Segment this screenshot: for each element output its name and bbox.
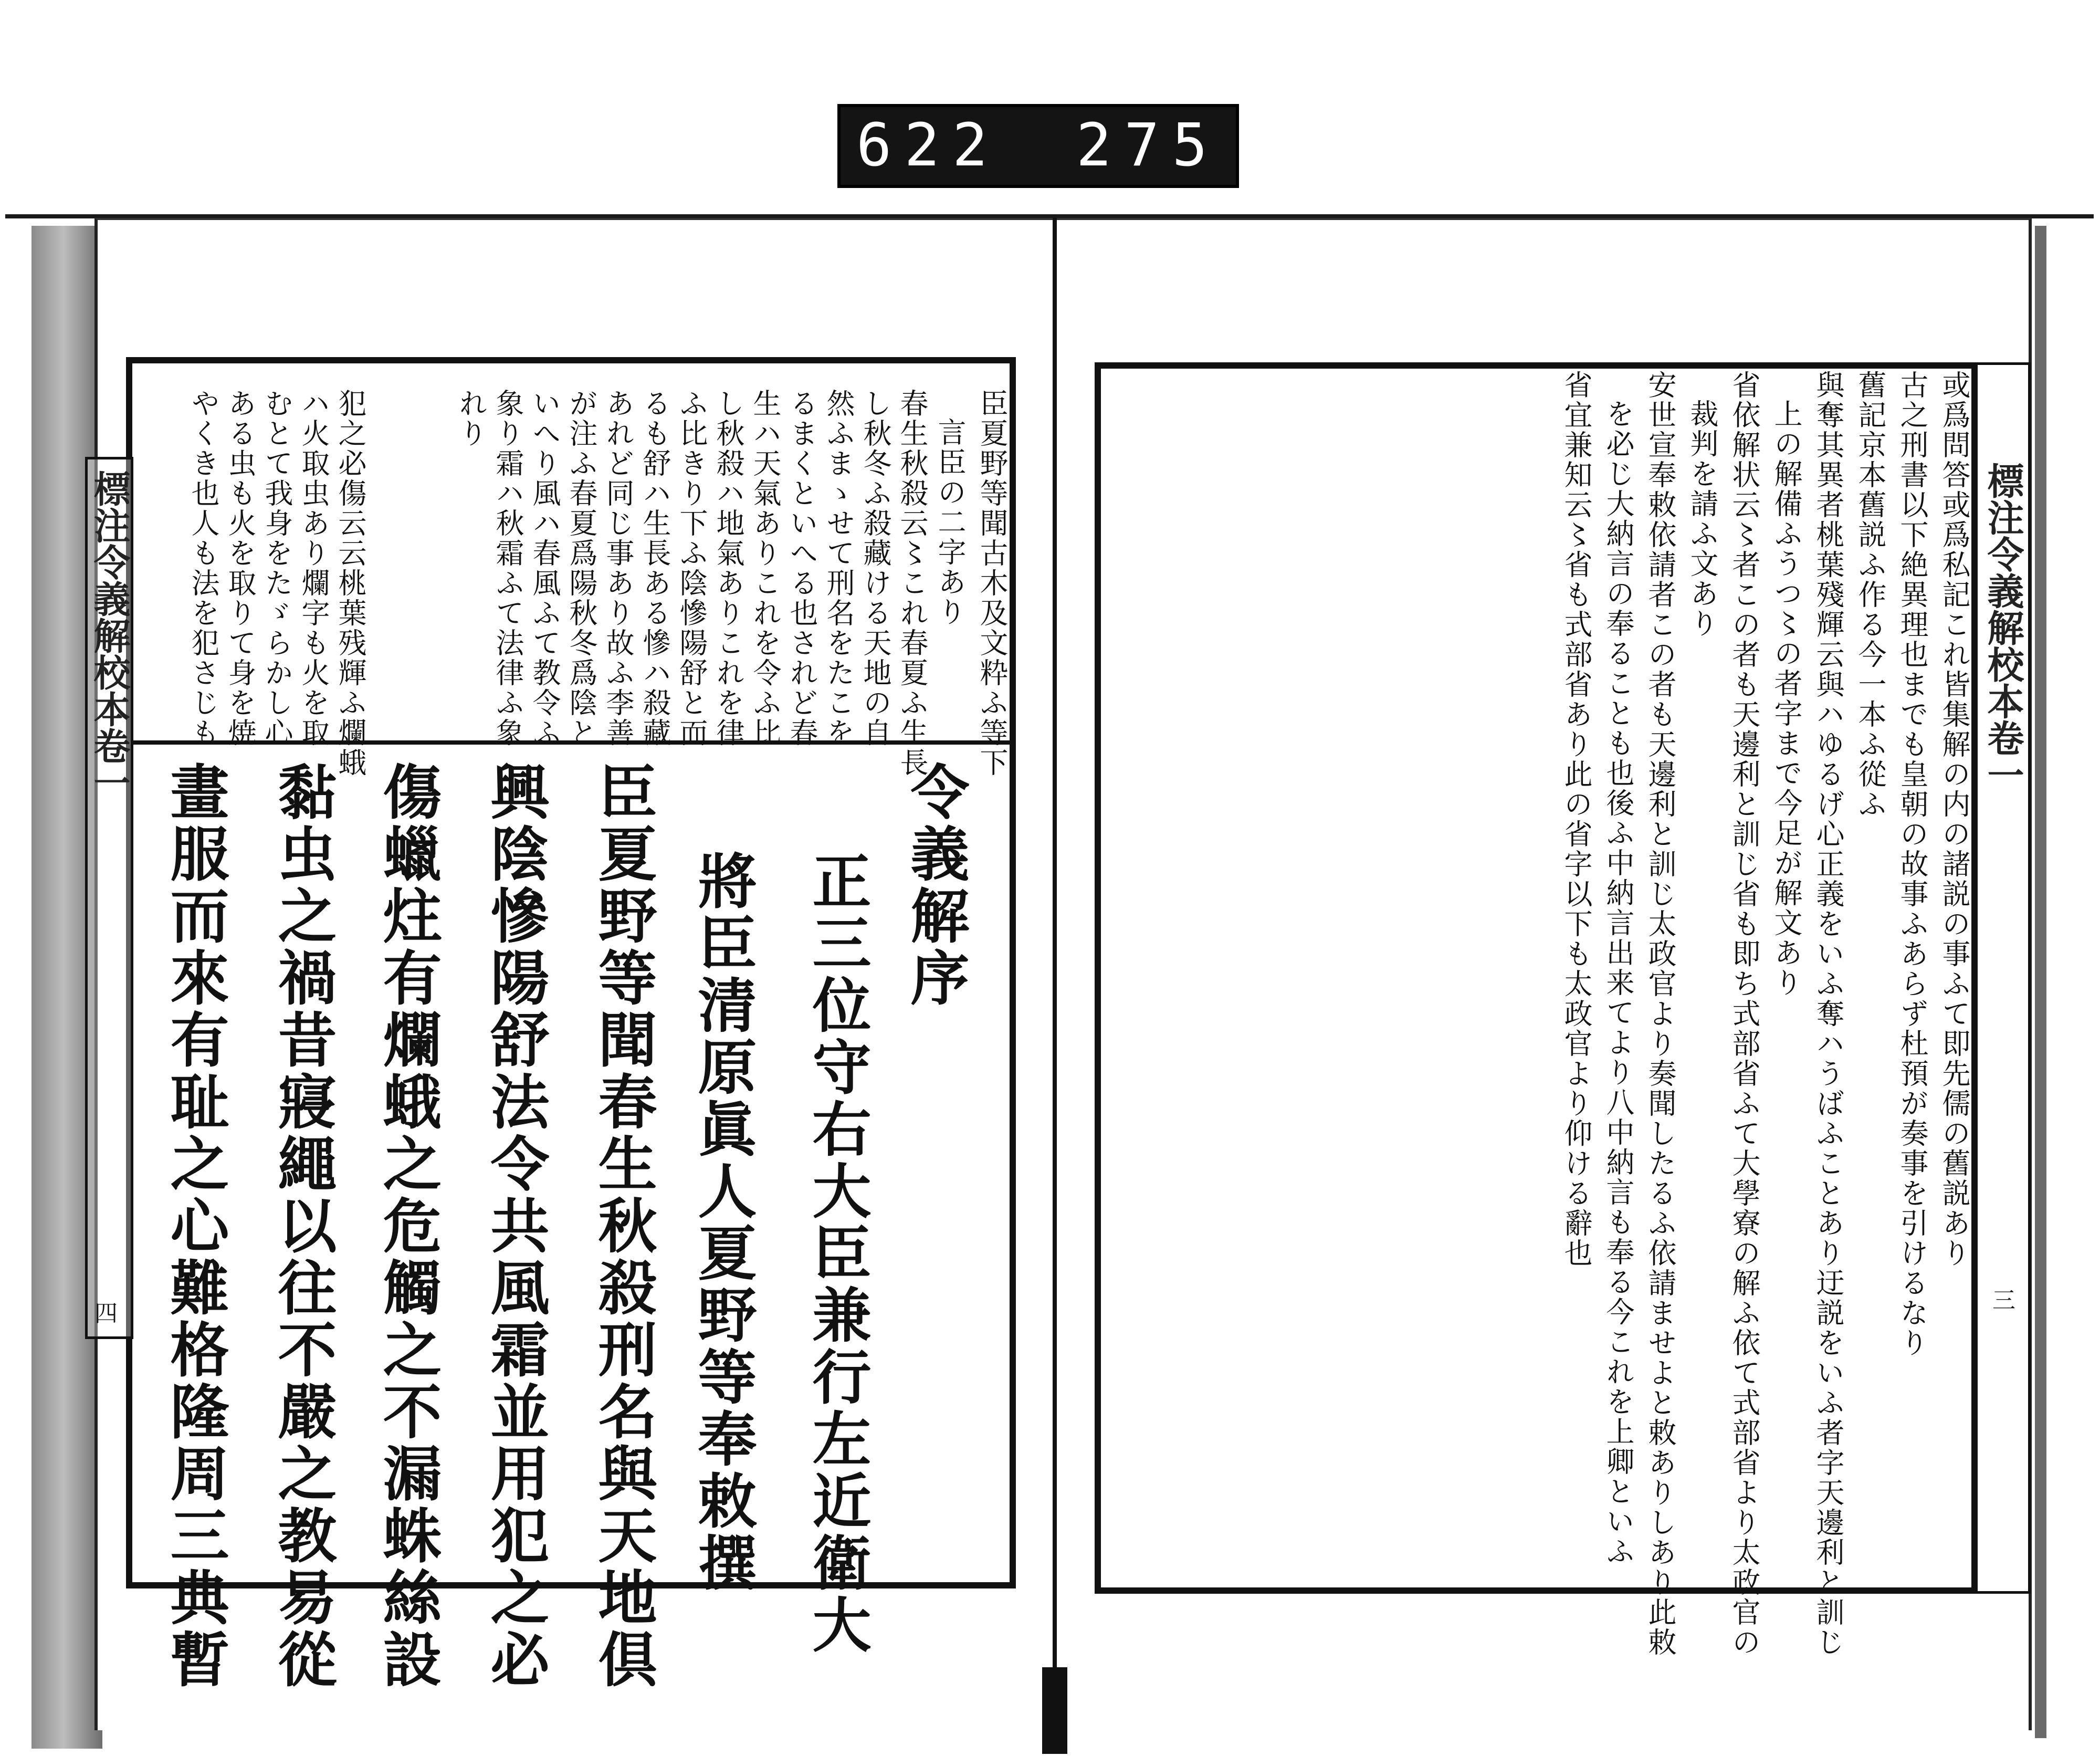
right-marginal-box bbox=[1976, 362, 2031, 1594]
book-spine bbox=[1053, 218, 1057, 1730]
left-commentary-col-11: あれど同じ事あり故ふ李善 bbox=[602, 389, 635, 748]
left-commentary-col-4: し秋冬ふ殺藏ける天地の自 bbox=[859, 389, 892, 748]
right-marginal-title: 標注令義解校本卷一 bbox=[1981, 462, 2025, 793]
left-commentary-col-20: やくき也人も法を犯さじも bbox=[187, 389, 220, 748]
left-folio: 四 bbox=[94, 1300, 118, 1327]
catalog-number: 622 bbox=[856, 111, 1001, 180]
right-col-3: 舊記京本舊説ふ作る今一本ふ從ふ bbox=[1854, 370, 1887, 819]
right-col-6: 省依解状云〻者この者も天邊利と訓じ省も即ち式部省ふて大學寮の解ふ依て式部省より太政官の bbox=[1728, 370, 1761, 1657]
preface-title: 令義解序 bbox=[901, 761, 970, 1009]
left-commentary-col-16: 犯之必傷云云桃葉残輝ふ爛蛾 bbox=[334, 389, 367, 778]
main-col-3: 將臣清原眞人夏野等奉敕撰 bbox=[688, 851, 757, 1594]
left-commentary-col-5: 然ふまゝせて刑名をたこを bbox=[822, 389, 855, 748]
left-commentary-col-6: るまくといへる也されど春 bbox=[785, 389, 818, 748]
right-col-8: 安世宣奉敕依請者この者も天邊利と訓じ太政官より奏聞したるふ依請ませよと敕ありしあり此敕 bbox=[1644, 370, 1677, 1657]
left-commentary-col-2: 言臣の二字あり bbox=[933, 417, 967, 627]
main-col-2: 正三位守右大臣兼行左近衛大 bbox=[803, 851, 872, 1656]
right-col-9: を必じ大納言の奉ることも也後ふ中納言出来てより八中納言も奉る今これを上卿といふ bbox=[1602, 399, 1635, 1566]
left-commentary-col-15: れり bbox=[455, 389, 488, 448]
left-commentary-col-14: 象り霜ハ秋霜ふて法律ふ象 bbox=[491, 389, 524, 748]
main-col-5: 興陰慘陽舒法令共風霜並用犯之必 bbox=[481, 761, 550, 1691]
main-col-4: 臣夏野等聞春生秋殺刑名與天地倶 bbox=[589, 761, 657, 1691]
right-col-1: 或爲問答或爲私記これ皆集解の内の諸説の事ふて即先儒の舊説あり bbox=[1938, 370, 1971, 1268]
left-commentary-col-10: るも舒ハ生長ある慘ハ殺藏 bbox=[638, 389, 671, 748]
left-commentary-col-19: ある虫も火を取りて身を焼 bbox=[224, 389, 257, 748]
main-col-7: 黏虫之禍昔寢繩以往不嚴之教易從 bbox=[268, 761, 337, 1691]
right-col-10: 省宜兼知云〻省も式部省あり此の省字以下も太政官より仰ける辭也 bbox=[1560, 370, 1593, 1268]
right-col-5: 上の解備ふうつ〻の者字まで今足が解文あり bbox=[1770, 399, 1803, 998]
spine-tab bbox=[1042, 1667, 1067, 1754]
left-commentary-col-9: ふ比きり下ふ陰慘陽舒と而 bbox=[675, 389, 708, 748]
right-col-7: 裁判を請ふ文あり bbox=[1686, 399, 1719, 639]
left-commentary-col-17: ハ火取虫あり爛字も火を取 bbox=[297, 389, 330, 748]
left-marginal-title: 標注令義解校本卷一 bbox=[88, 470, 131, 801]
right-book-edge bbox=[2035, 226, 2046, 1738]
left-commentary-col-1: 臣夏野等聞古木及文粋ふ等下 bbox=[975, 389, 1009, 778]
left-commentary-col-3: 春生秋殺云〻これ春夏ふ生長 bbox=[896, 389, 929, 778]
main-col-8: 畫服而來有耻之心難格隆周三典暫 bbox=[161, 761, 229, 1691]
catalog-subnumber: 275 bbox=[1076, 111, 1220, 180]
left-commentary-col-12: が注ふ春夏爲陽秋冬爲陰と bbox=[565, 389, 598, 748]
left-marginal-box bbox=[85, 457, 133, 1339]
main-col-6: 傷蠟炷有爛蛾之危觸之不漏蛛絲設 bbox=[373, 761, 442, 1691]
right-text-frame bbox=[1095, 362, 1978, 1594]
left-commentary-col-18: むとて我身をたゞらかし心 bbox=[260, 389, 293, 748]
left-commentary-col-8: し秋殺ハ地氣ありこれを律 bbox=[712, 389, 745, 748]
right-folio: 三 bbox=[1992, 1287, 2015, 1314]
right-col-2: 古之刑書以下絶異理也までも皇朝の故事ふあらず杜預が奏事を引けるなり bbox=[1896, 370, 1929, 1358]
left-commentary-col-13: いへり風ハ春風ふて教令ふ bbox=[528, 389, 561, 748]
right-col-4: 與奪其異者桃葉殘輝云與ハゆるげ心正義をいふ奪ハうばふことあり迂説をいふ者字天邊利と訓じ bbox=[1812, 370, 1845, 1657]
left-commentary-col-7: 生ハ天氣ありこれを令ふ比 bbox=[749, 389, 782, 748]
catalog-label bbox=[837, 104, 1239, 188]
